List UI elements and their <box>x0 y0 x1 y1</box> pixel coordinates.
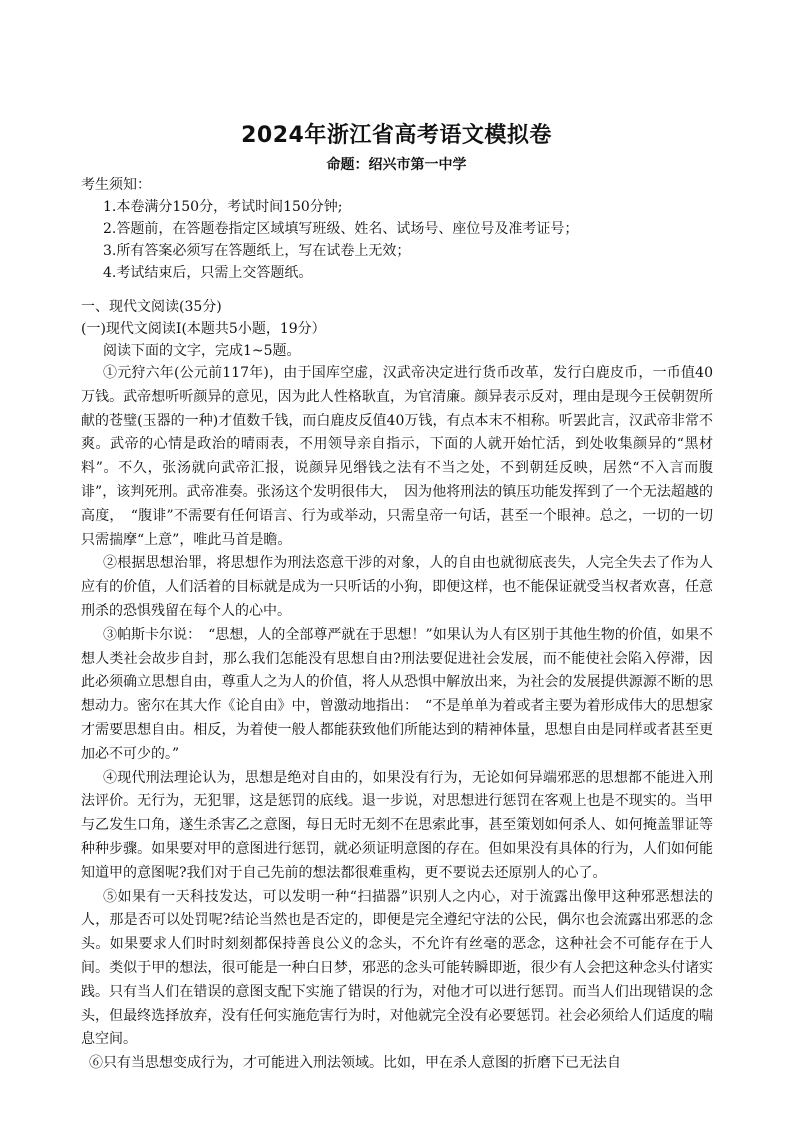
passage-paragraph: ④现代刑法理论认为，思想是绝对自由的，如果没有行为，无论如何异端邪恶的思想都不能进入刑法评价。无行为，无犯罪，这是惩罚的底线。退一步说，对思想进行惩罚在客观上也是不现实的。当甲与乙发生口角，遂生杀害乙之意图，每日无时无刻不在思索此事，甚至策划如何杀人、如何掩盖罪证等种种步骤。如果要对甲的意图进行惩罚，就必须证明意图的存在。但如果没有具体的行为，人们如何能知道甲的意图呢?我们对于自己先前的想法都很难重构，更不要说去还原别人的心了。 <box>81 769 713 881</box>
section-subheading: (一)现代文阅读Ⅰ(本题共5小题，19分） <box>81 321 326 337</box>
reading-passage <box>81 362 713 1076</box>
passage-paragraph: ③帕斯卡尔说： “思想，人的全部尊严就在于思想！”如果认为人有区别于其他生物的价值，如果不想人类社会故步自封，那么我们怎能没有思想自由?刑法要促进社会发展，而不能使社会陷入停滞，因此必须确立思想自由，尊重人之为人的价值，将人从恐惧中解放出来，为社会的发展提供源源不断的思想动力。密尔在其大作《论自由》中，曾激动地指出： “不是单单为着或者主要为着形成伟大的思想家才需要思想自由。相反，为着使一般人都能获致他们所能达到的精神体量，思想自由是同样或者甚至更加必不可少的。” <box>81 626 713 762</box>
notice-item: 4.考试结束后，只需上交答题纸。 <box>103 265 313 281</box>
reading-instruction: 阅读下面的文字，完成1~5题。 <box>103 343 301 359</box>
exam-subtitle: 命题：绍兴市第一中学 <box>326 157 467 173</box>
exam-title: 2024年浙江省高考语文模拟卷 <box>241 123 552 148</box>
notice-item: 2.答题前，在答题卷指定区域填写班级、姓名、试场号、座位号及准考证号； <box>103 221 579 237</box>
section-header <box>81 296 721 362</box>
candidate-notice <box>81 174 578 284</box>
passage-paragraph: ⑥只有当思想变成行为，才可能进入刑法领域。比如，甲在杀人意图的折磨下已无法自 <box>89 1055 621 1072</box>
section-heading: 一、现代文阅读(35分) <box>81 299 222 315</box>
passage-paragraph: ②根据思想治罪，将思想作为刑法恣意干涉的对象，人的自由也就彻底丧失，人完全失去了作为人应有的价值，人们活着的目标就是成为一只听话的小狗，即便这样，也不能保证就受当权者欢喜，任意刑杀的恐惧残留在每个人的心中。 <box>81 555 713 619</box>
notice-item: 3.所有答案必须写在答题纸上，写在试卷上无效； <box>103 243 411 259</box>
passage-paragraph: ⑤如果有一天科技发达，可以发明一种“扫描器”识别人之内心，对于流露出像甲这种邪恶想法的人，那是否可以处罚呢?结论当然也是否定的，即便是完全遵纪守法的公民，偶尔也会流露出邪恶的念头。如果要求人们时时刻刻都保持善良公义的念头，不允许有丝毫的恶念，这种社会不可能存在于人间。类似于甲的想法，很可能是一种白日梦，邪恶的念头可能转瞬即逝，很少有人会把这种念头付诸实践。只有当人们在错误的意图支配下实施了错误的行为，对他才可以进行惩罚。而当人们出现错误的念头，但最终选择放弃，没有任何实施危害行为时，对他就完全没有必要惩罚。社会必须给人们适度的喘息空间。 <box>81 888 713 1048</box>
notice-item: 1.本卷满分150分，考试时间150分钟; <box>103 199 343 215</box>
notice-heading: 考生须知： <box>81 177 151 193</box>
passage-paragraph: ①元狩六年(公元前117年)，由于国库空虚，汉武帝决定进行货币改革，发行白鹿皮币，一币值40万钱。武帝想听听颜异的意见，因为此人性格耿直，为官清廉。颜异表示反对，理由是现今王侯朝贺所献的苍璧(玉器的一种)才值数千钱，而白鹿皮反值40万钱，有点本末不相称。听罢此言，汉武帝非常不爽。武帝的心情是政治的晴雨表，不用领导亲自指示，下面的人就开始忙活，到处收集颜异的“黑材料”。不久，张汤就向武帝汇报，说颜异见缗钱之法有不当之处，不到朝廷反映，居然“不入言而腹诽”，该判死刑。武帝准奏。张汤这个发明很伟大， 因为他将刑法的镇压功能发挥到了一个无法超越的高度， “腹诽”不需要有任何语言、行为或举动，只需皇帝一句话，甚至一个眼神。总之，一切的一切只需揣摩“上意”，唯此马首是瞻。 <box>81 365 713 548</box>
